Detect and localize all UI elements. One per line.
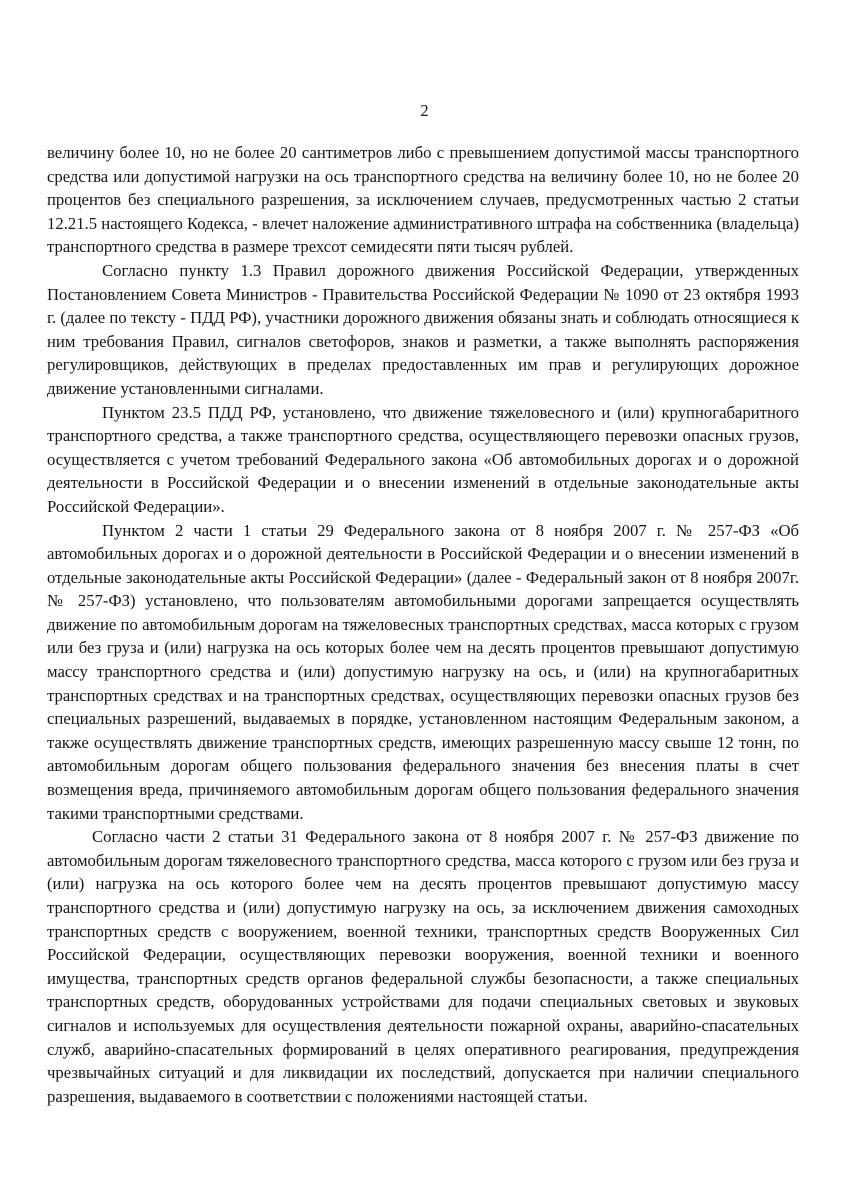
paragraph-article-31: Согласно части 2 статьи 31 Федерального закона от 8 ноября 2007 г. № 257-ФЗ движение по автомобильным дорогам тяжеловесного транспортного средства, масса которого с грузом или без груза и (или) нагрузка на ось которого более чем на десять процентов превышают допустимую массу транспортного средства и (или) допустимую нагрузку на ось, за исключением движения самоходных транспортных средств с вооружением, военной техники, транспортных средств Вооруженных Сил Российской Федерации, осуществляющих перевозки вооружения, военной техники и военного имущества, транспортных средств органов федеральной службы безопасности, а также специальных транспортных средств, оборудованных устройствами для подачи специальных световых и звуковых сигналов и используемых для осуществления деятельности пожарной охраны, аварийно-спасательных служб, аварийно-спасательных формирований в целях оперативного реагирования, предупреждения чрезвычайных ситуаций и для ликвидации их последствий, допускается при наличии специального разрешения, выдаваемого в соответствии с положениями настоящей статьи. bbox=[47, 827, 799, 1106]
paragraph-pdd-23-5: Пунктом 23.5 ПДД РФ, установлено, что движение тяжеловесного и (или) крупногабаритного транспортного средства, а также транспортного средства, осуществляющего перевозки опасных грузов, осуществляется с учетом требований Федерального закона «Об автомобильных дорогах и о дорожной деятельности в Российской Федерации и о внесении изменений в отдельные законодательные акты Российской Федерации». bbox=[47, 402, 799, 516]
document-body bbox=[47, 141, 799, 1108]
paragraph-pdd-1-3: Согласно пункту 1.3 Правил дорожного движения Российской Федерации, утвержденных Постановлением Совета Министров - Правительства Российской Федерации № 1090 от 23 октября 1993 г. (далее по тексту - ПДД РФ), участники дорожного движения обязаны знать и соблюдать относящиеся к ним требования Правил, сигналов светофоров, знаков и разметки, а также выполнять распоряжения регулировщиков, действующих в пределах предоставленных им прав и регулирующих дорожное движение установленными сигналами. bbox=[47, 260, 799, 398]
paragraph-article-29: Пунктом 2 части 1 статьи 29 Федерального закона от 8 ноября 2007 г. № 257-ФЗ «Об автомобильных дорогах и о дорожной деятельности в Российской Федерации и о внесении изменений в отдельные законодательные акты Российской Федерации» (далее - Федеральный закон от 8 ноября 2007г. № 257-ФЗ) установлено, что пользователям автомобильными дорогами запрещается осуществлять движение по автомобильным дорогам на тяжеловесных транспортных средствах, масса которых с грузом или без груза и (или) нагрузка на ось которых более чем на десять процентов превышают допустимую массу транспортного средства и (или) допустимую нагрузку на ось, и (или) на крупногабаритных транспортных средствах и на транспортных средствах, осуществляющих перевозки опасных грузов без специальных разрешений, выдаваемых в порядке, установленном настоящим Федеральным законом, а также осуществлять движение транспортных средств, имеющих разрешенную массу свыше 12 тонн, по автомобильным дорогам общего пользования федерального значения без внесения платы в счет возмещения вреда, причиняемого автомобильным дорогам общего пользования федерального значения такими транспортными средствами. bbox=[47, 520, 799, 823]
page-number: 2 bbox=[420, 101, 429, 120]
paragraph-continuation: величину более 10, но не более 20 сантиметров либо с превышением допустимой массы транспортного средства или допустимой нагрузки на ось транспортного средства на величину более 10, но не более 20 процентов без специального разрешения, за исключением случаев, предусмотренных частью 2 статьи 12.21.5 настоящего Кодекса, - влечет наложение административного штрафа на собственника (владельца) транспортного средства в размере трехсот семидесяти пяти тысяч рублей. bbox=[47, 143, 799, 257]
